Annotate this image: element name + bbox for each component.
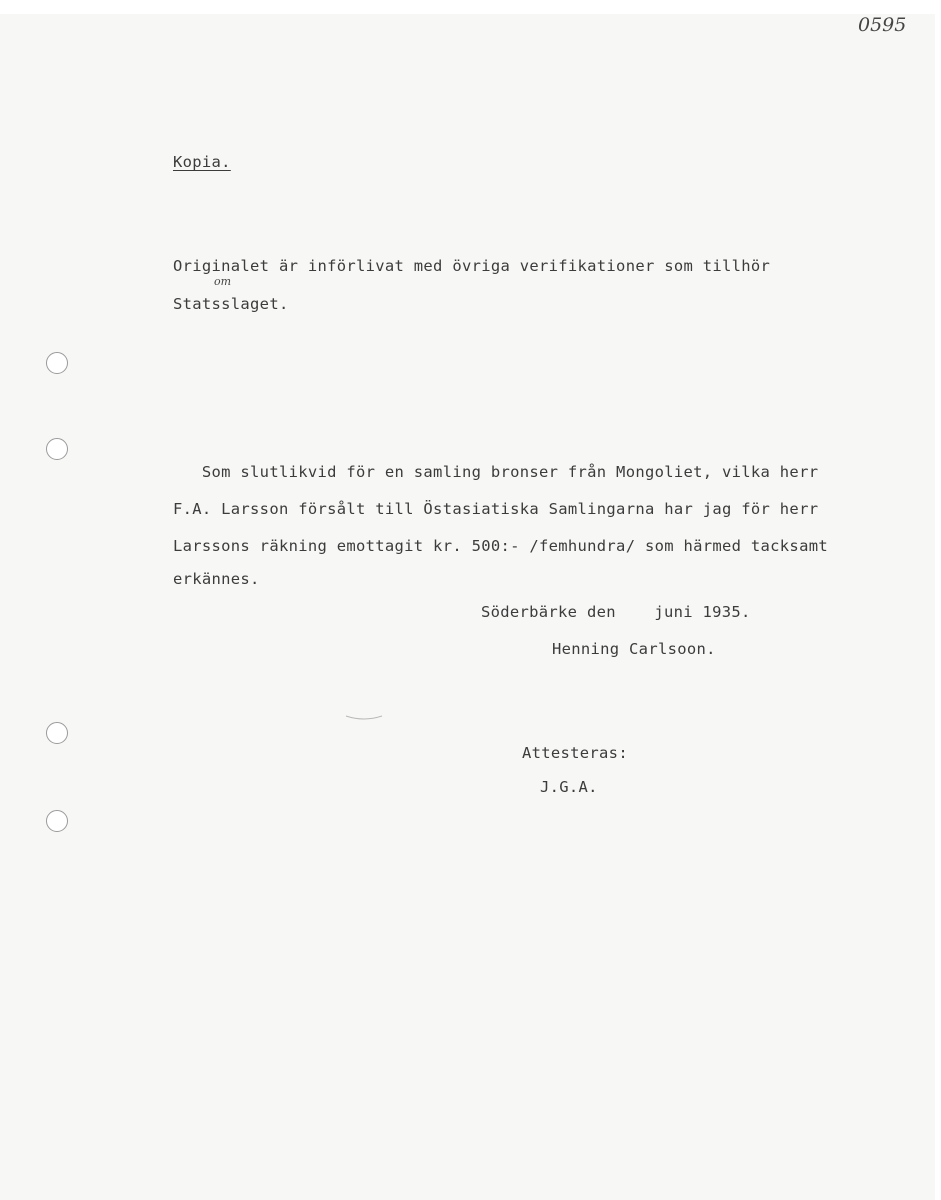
punch-hole-2 (46, 438, 68, 460)
attest-initials: J.G.A. (540, 778, 598, 796)
archive-number: 0595 (858, 14, 907, 36)
note-line-2: Statsslaget. (173, 295, 289, 313)
body-line-3: Larssons räkning emottagit kr. 500:- /femhundra/ som härmed tacksamt (173, 537, 828, 555)
handwritten-correction: om (214, 275, 232, 288)
pencil-mark (344, 706, 404, 726)
attest-label: Attesteras: (522, 744, 628, 762)
punch-hole-1 (46, 352, 68, 374)
signature: Henning Carlsoon. (552, 640, 716, 658)
punch-hole-4 (46, 810, 68, 832)
place-date: Söderbärke den juni 1935. (481, 603, 751, 621)
punch-hole-3 (46, 722, 68, 744)
document-heading: Kopia. (173, 153, 231, 171)
body-line-2: F.A. Larsson försålt till Östasiatiska Samlingarna har jag för herr (173, 500, 819, 518)
note-line-1: Originalet är införlivat med övriga verifikationer som tillhör (173, 257, 771, 275)
body-line-4: erkännes. (173, 570, 260, 588)
body-line-1: Som slutlikvid för en samling bronser från Mongoliet, vilka herr (173, 463, 819, 481)
